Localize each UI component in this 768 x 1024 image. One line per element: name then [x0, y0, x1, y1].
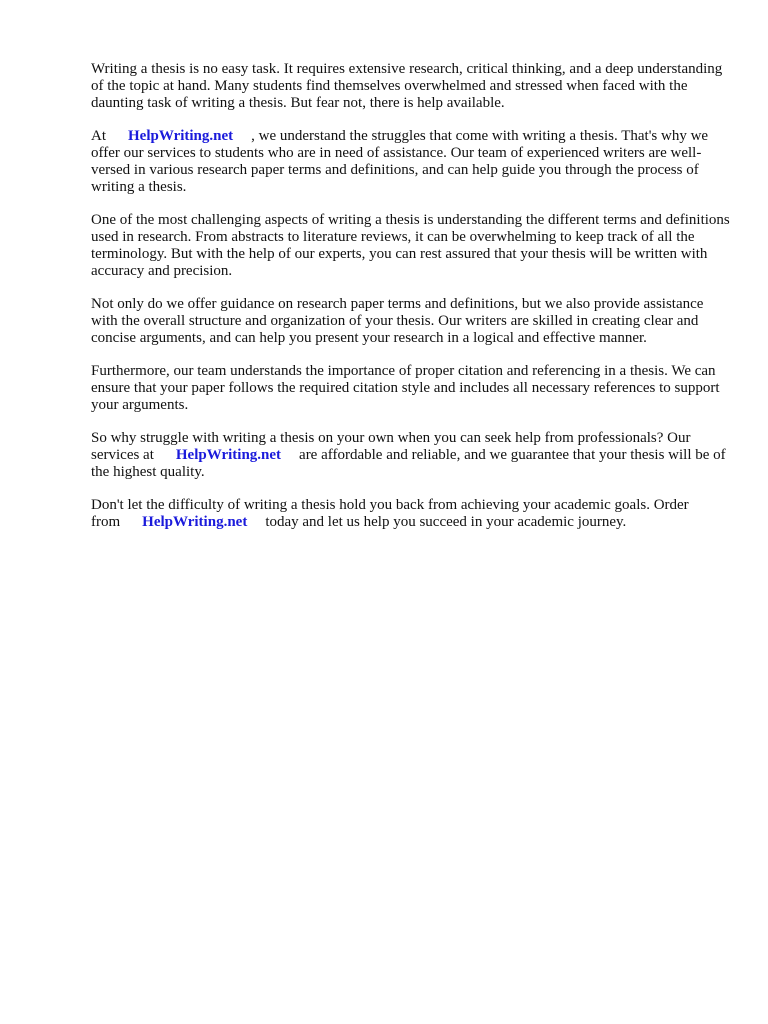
paragraph-text-before-link: Don't let the difficulty of writing a thesis hold you back from achieving your academic goals. Order from	[91, 497, 689, 530]
paragraph-text-before-link: At	[91, 128, 106, 144]
helpwriting-link[interactable]: HelpWriting.net	[175, 447, 282, 463]
services-paragraph	[91, 128, 731, 196]
paragraph-text-before-link: So why struggle with writing a thesis on your own when you can seek help from professionals? Our services at	[91, 430, 691, 463]
helpwriting-link[interactable]: HelpWriting.net	[142, 514, 248, 530]
citation-paragraph: Furthermore, our team understands the importance of proper citation and referencing in a thesis. We can ensure that your paper follows the required citation style and includes all necessary references to support your arguments.	[91, 363, 720, 413]
professionals-paragraph	[91, 430, 731, 481]
terminology-paragraph: One of the most challenging aspects of writing a thesis is understanding the different terms and definitions used in research. From abstracts to literature reviews, it can be overwhelming to keep track of all the terminology. But with the help of our experts, you can rest assured that your thesis will be written with accuracy and precision.	[91, 212, 730, 279]
paragraph-text-after-link: today and let us help you succeed in your academic journey.	[265, 514, 627, 530]
structure-paragraph: Not only do we offer guidance on research paper terms and definitions, but we also provide assistance with the overall structure and organization of your thesis. Our writers are skilled in creating clear and concise arguments, and can help you present your research in a logical and effective manner.	[91, 296, 704, 346]
intro-paragraph: Writing a thesis is no easy task. It requires extensive research, critical thinking, and a deep understanding of the topic at hand. Many students find themselves overwhelmed and stressed when faced with the daunting task of writing a thesis. But fear not, there is help available.	[91, 61, 723, 111]
call-to-action-paragraph	[91, 497, 731, 531]
document-body	[91, 61, 731, 547]
paragraph-text-after-link: are affordable and reliable, and we guarantee that your thesis will be of the highest quality.	[91, 447, 726, 480]
helpwriting-link[interactable]: HelpWriting.net	[128, 128, 234, 144]
paragraph-text-after-link: , we understand the struggles that come with writing a thesis. That's why we offer our services to students who are in need of assistance. Our team of experienced writers are well-versed in various research paper terms and definitions, and can help guide you through the process of writing a thesis.	[91, 128, 709, 195]
